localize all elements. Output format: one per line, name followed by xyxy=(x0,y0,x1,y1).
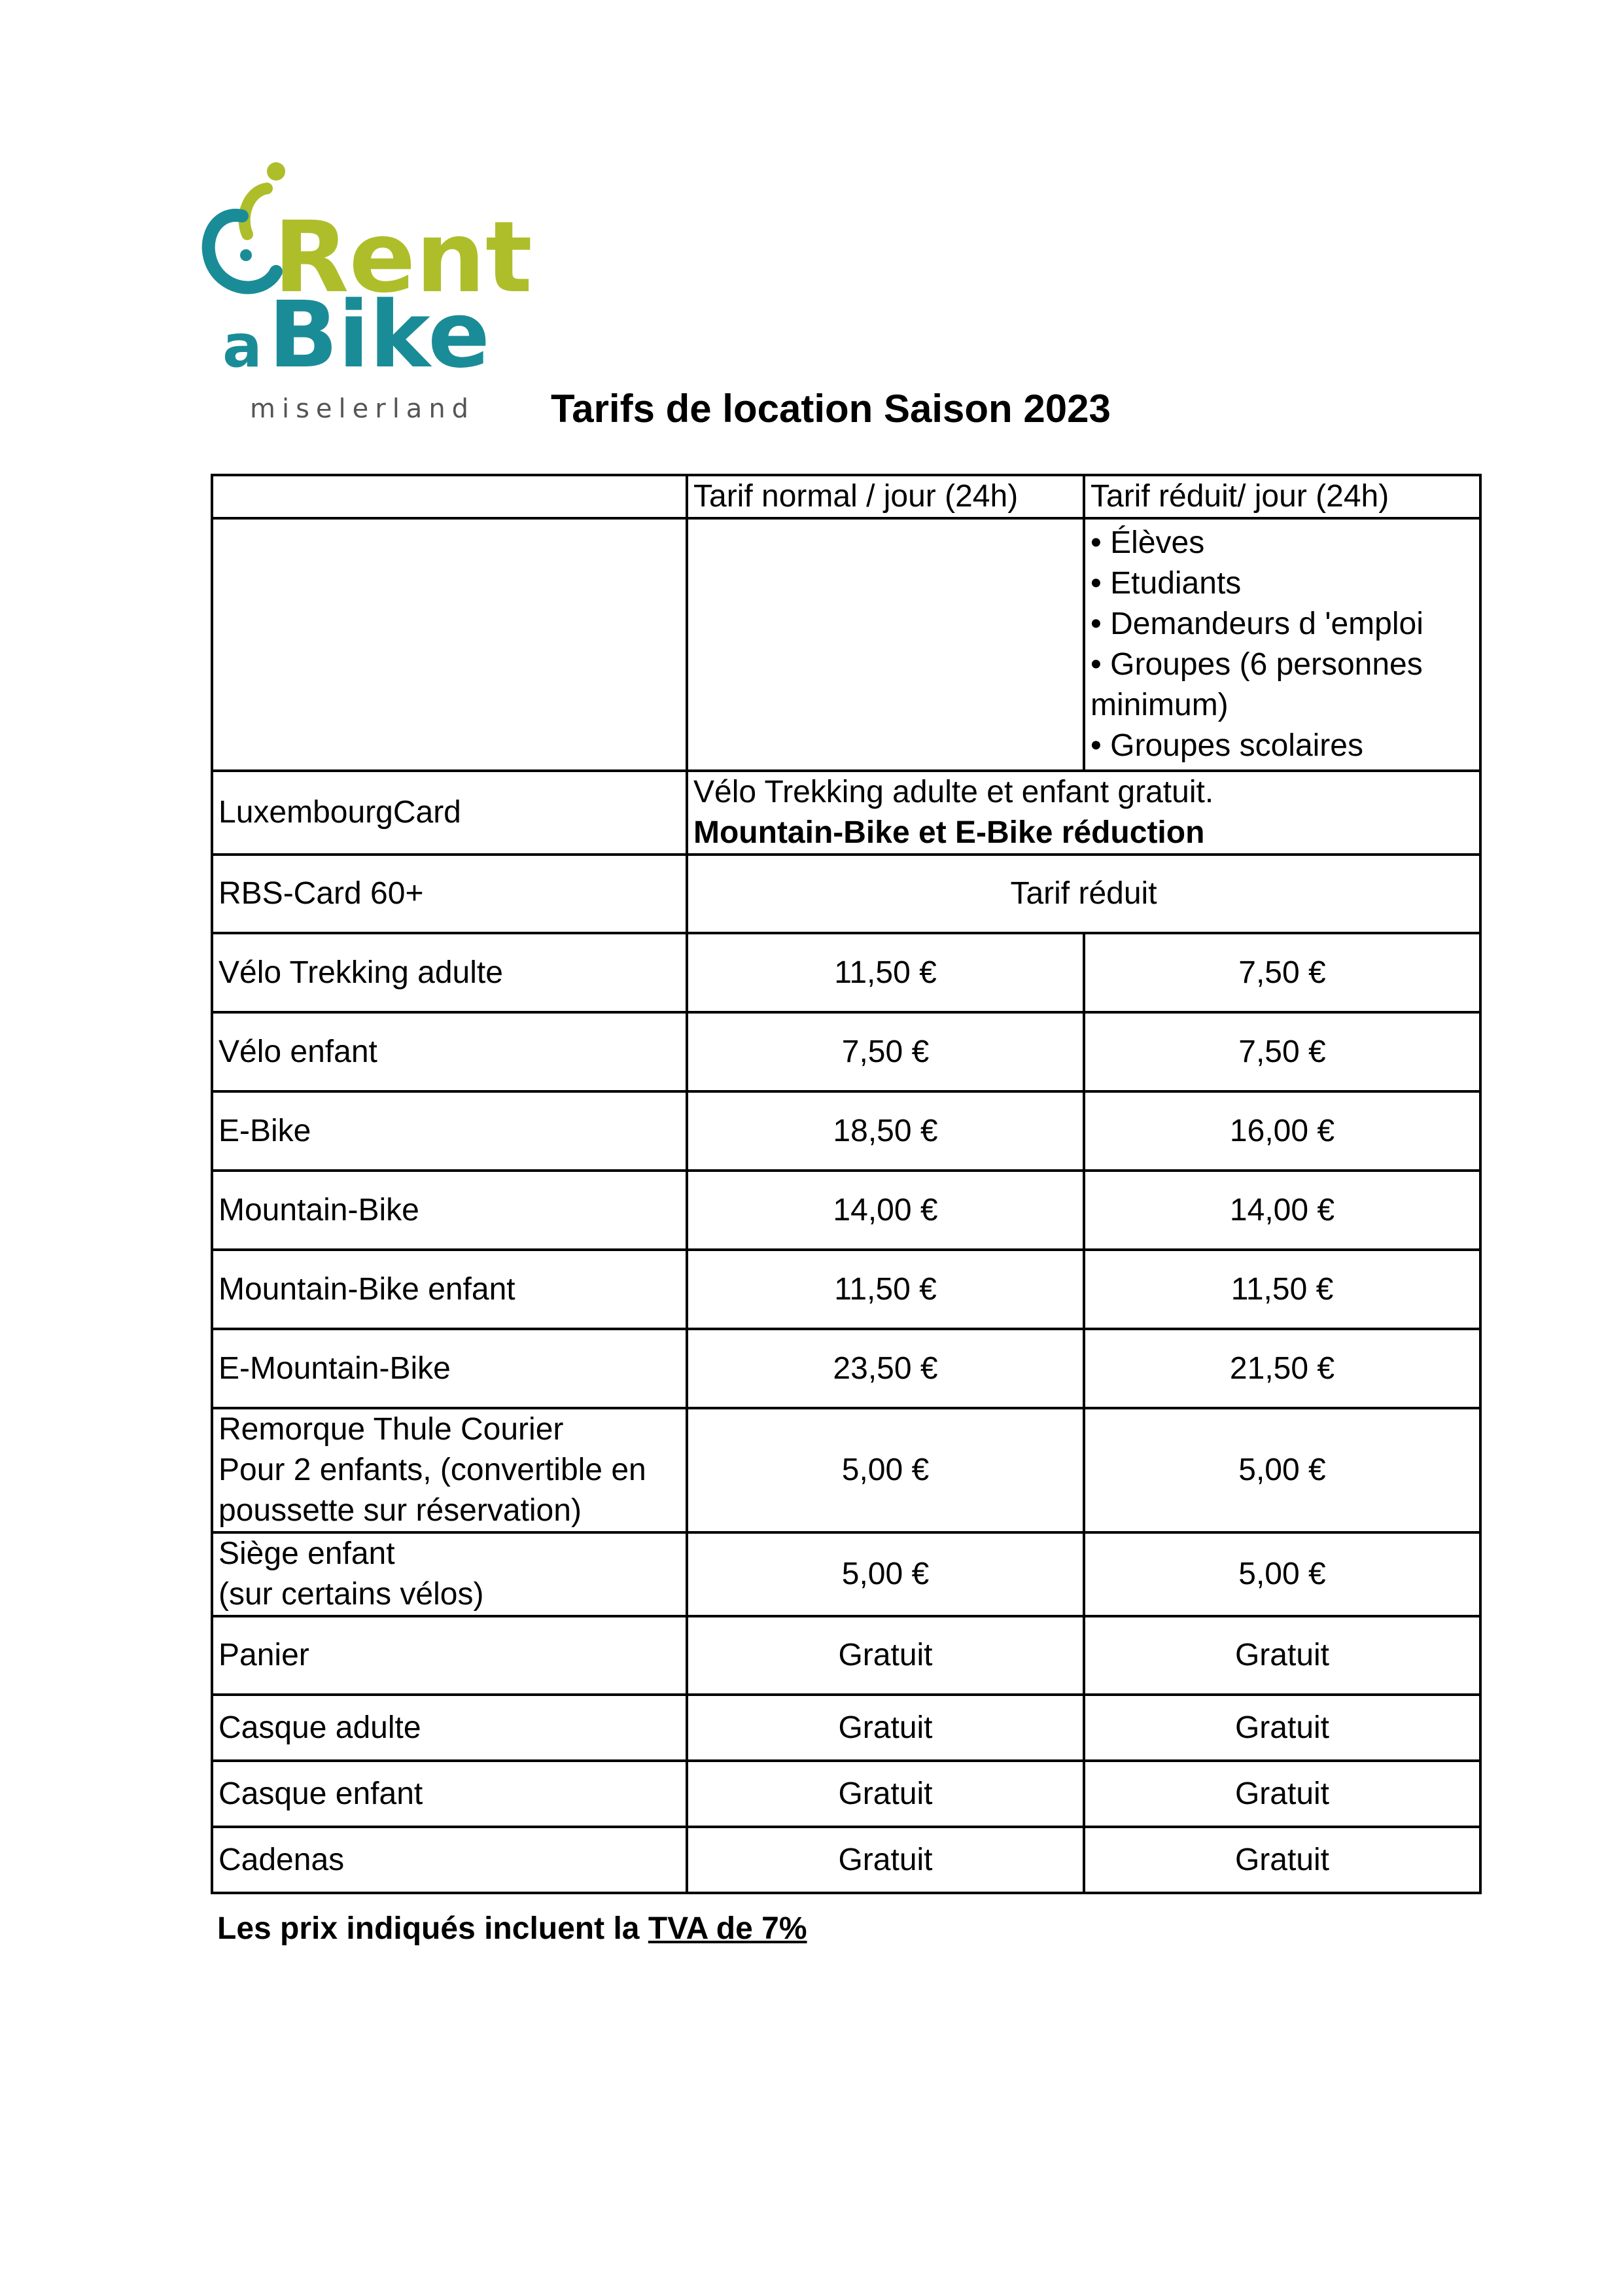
reduced-eligibility-cell xyxy=(1084,518,1480,771)
price-normal: 23,50 € xyxy=(687,1329,1084,1408)
price-reduced: 11,50 € xyxy=(1084,1250,1480,1329)
price-normal: 5,00 € xyxy=(687,1532,1084,1616)
vat-note-prefix: Les prix indiqués incluent la xyxy=(217,1911,648,1946)
list-item: • Groupes (6 personnes minimum) xyxy=(1091,647,1423,722)
child-seat-line2: (sur certains vélos) xyxy=(218,1577,484,1612)
table-row xyxy=(212,1250,1480,1329)
table-row xyxy=(212,1329,1480,1408)
price-normal: 11,50 € xyxy=(687,1250,1084,1329)
table-row xyxy=(212,1616,1480,1695)
price-normal: 7,50 € xyxy=(687,1012,1084,1091)
rbs-card-value: Tarif réduit xyxy=(687,855,1480,933)
header-row xyxy=(212,475,1480,518)
row-label: Mountain-Bike enfant xyxy=(212,1250,687,1329)
price-normal: 11,50 € xyxy=(687,933,1084,1012)
row-label: E-Mountain-Bike xyxy=(212,1329,687,1408)
table-row xyxy=(212,1012,1480,1091)
child-seat-line1: Siège enfant xyxy=(218,1536,395,1571)
luxembourgcard-line1: Vélo Trekking adulte et enfant gratuit. xyxy=(693,775,1214,809)
header-cell-normal: Tarif normal / jour (24h) xyxy=(687,475,1084,518)
row-label: Panier xyxy=(212,1616,687,1695)
reduced-eligibility-list xyxy=(1091,523,1474,766)
list-item: • Groupes scolaires xyxy=(1091,728,1363,763)
row-label: Vélo Trekking adulte xyxy=(212,933,687,1012)
logo-rent-text: Rent xyxy=(273,201,532,315)
row-label: Vélo enfant xyxy=(212,1012,687,1091)
vat-note xyxy=(217,1909,807,1949)
row-label: Cadenas xyxy=(212,1827,687,1893)
trailer-line2: Pour 2 enfants, (convertible en xyxy=(218,1453,646,1487)
price-reduced: Gratuit xyxy=(1084,1761,1480,1827)
price-reduced: 21,50 € xyxy=(1084,1329,1480,1408)
rbs-card-row xyxy=(212,855,1480,933)
page-title: Tarifs de location Saison 2023 xyxy=(551,387,1111,431)
row-label: Mountain-Bike xyxy=(212,1171,687,1250)
price-normal: 14,00 € xyxy=(687,1171,1084,1250)
table-row xyxy=(212,933,1480,1012)
row-label: LuxembourgCard xyxy=(212,771,687,855)
price-normal: Gratuit xyxy=(687,1695,1084,1761)
price-normal: Gratuit xyxy=(687,1616,1084,1695)
price-reduced: Gratuit xyxy=(1084,1616,1480,1695)
trailer-row xyxy=(212,1408,1480,1532)
child-seat-row xyxy=(212,1532,1480,1616)
logo-a-text: a xyxy=(222,312,262,381)
logo-bike-text: Bike xyxy=(268,282,490,389)
list-item: • Élèves xyxy=(1091,525,1205,560)
price-reduced: 16,00 € xyxy=(1084,1091,1480,1171)
trailer-label xyxy=(212,1408,687,1532)
header-cell-reduced: Tarif réduit/ jour (24h) xyxy=(1084,475,1480,518)
table-row xyxy=(212,1695,1480,1761)
vat-rate: TVA de 7% xyxy=(648,1911,807,1946)
price-normal: 5,00 € xyxy=(687,1408,1084,1532)
list-item: • Demandeurs d 'emploi xyxy=(1091,607,1423,641)
trailer-line3: poussette sur réservation) xyxy=(218,1493,582,1528)
row-label: E-Bike xyxy=(212,1091,687,1171)
table-row xyxy=(212,1761,1480,1827)
price-reduced: 5,00 € xyxy=(1084,1532,1480,1616)
trailer-line1: Remorque Thule Courier xyxy=(218,1412,564,1447)
price-normal: Gratuit xyxy=(687,1827,1084,1893)
price-normal: 18,50 € xyxy=(687,1091,1084,1171)
price-reduced: 7,50 € xyxy=(1084,1012,1480,1091)
tariff-table xyxy=(211,474,1482,1894)
rent-a-bike-logo xyxy=(196,157,532,432)
luxembourgcard-line2: Mountain-Bike et E-Bike réduction xyxy=(693,815,1205,850)
logo-graphic xyxy=(196,157,532,432)
table-row xyxy=(212,1171,1480,1250)
eligibility-row xyxy=(212,518,1480,771)
price-reduced: Gratuit xyxy=(1084,1827,1480,1893)
header-cell-item xyxy=(212,475,687,518)
logo-head-dot xyxy=(267,162,285,181)
luxembourgcard-row xyxy=(212,771,1480,855)
price-reduced: 14,00 € xyxy=(1084,1171,1480,1250)
price-normal: Gratuit xyxy=(687,1761,1084,1827)
logo-region-text: miselerland xyxy=(250,394,476,424)
table-row xyxy=(212,1091,1480,1171)
luxembourgcard-benefit xyxy=(687,771,1480,855)
row-label: RBS-Card 60+ xyxy=(212,855,687,933)
price-reduced: Gratuit xyxy=(1084,1695,1480,1761)
price-reduced: 7,50 € xyxy=(1084,933,1480,1012)
row-label: Casque adulte xyxy=(212,1695,687,1761)
row-label: Casque enfant xyxy=(212,1761,687,1827)
price-reduced: 5,00 € xyxy=(1084,1408,1480,1532)
table-row xyxy=(212,1827,1480,1893)
list-item: • Etudiants xyxy=(1091,566,1242,601)
child-seat-label xyxy=(212,1532,687,1616)
